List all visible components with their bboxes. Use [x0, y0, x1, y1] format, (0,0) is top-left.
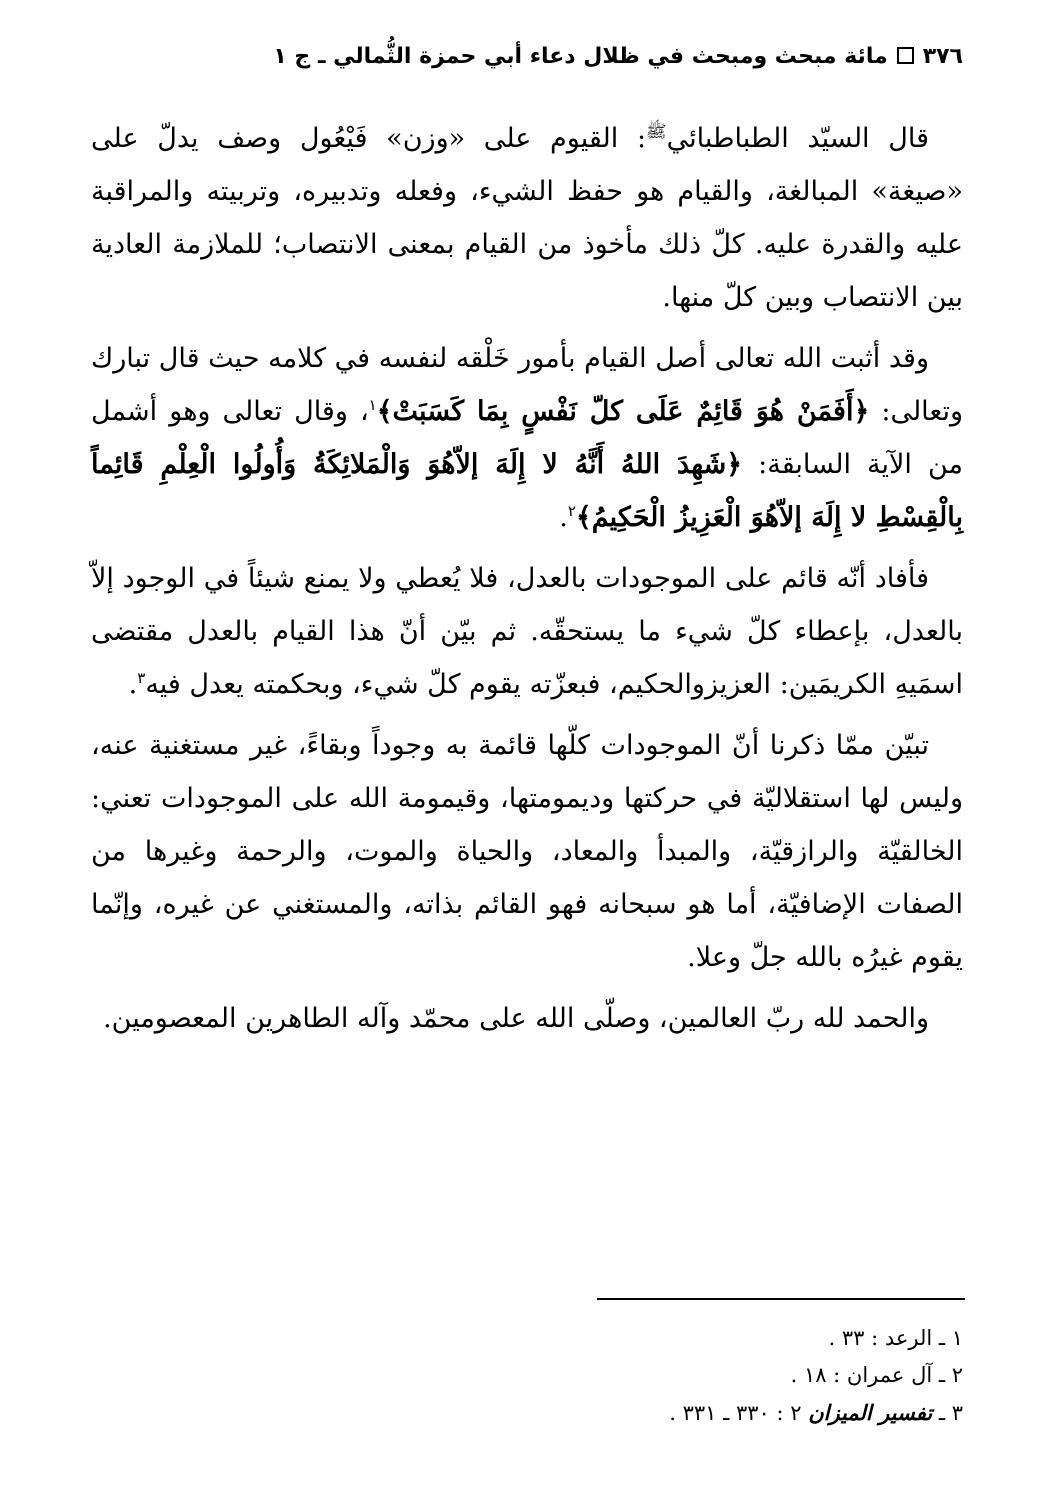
paragraph-2-text-cont: ، وقال تعالى وهو أشمل من الآية السابقة:: [91, 396, 963, 480]
quran-verse-2: ﴿شَهِدَ اللهُ أَنَّهُ لا إِلَهَ إلاّهُوَ وَالْمَلائِكَةُ وَأُولُوا الْعِلْمِ قَائِماً بِالْقِسْطِ لا إِلَهَ إلاّهُوَ الْعَزِيزُ الْحَكِيمُ﴾: [91, 449, 963, 533]
paragraph-1-text-cont: : القيوم على «وزن» فَيْعُول وصف يدلّ على «صيغة» المبالغة، والقيام هو حفظ الشيء، وفعله وتدبيره، وتربيته والمراقبة عليه والقدرة عليه. كلّ ذلك مأخوذ من القيام بمعنى الانتصاب؛ للملازمة العادية بين الانتصاب وبين كلّ منها.: [91, 123, 963, 313]
paragraph-1-text: قال السيّد الطباطبائي: [666, 123, 929, 154]
paragraph-1: [91, 112, 963, 324]
paragraph-2-end: .: [559, 502, 568, 533]
footnotes: [563, 1320, 963, 1432]
footnote-3-number: ٣ ـ: [932, 1401, 963, 1425]
square-bullet-icon: [897, 47, 914, 64]
page-header: [98, 40, 963, 74]
footnote-3: [563, 1394, 963, 1432]
footnote-divider: [597, 1298, 965, 1300]
footnote-2: ٢ ـ آل عمران : ١٨ .: [790, 1363, 963, 1387]
paragraph-3-end: .: [128, 669, 138, 700]
footnote-3-ref: ٢ : ٣٣٠ ـ ٣٣١ .: [669, 1401, 809, 1425]
book-title: مائة مبحث ومبحث في ظلال دعاء أبي حمزة الثُّمالي ـ ج ١: [273, 44, 888, 69]
quran-verse-1: ﴿أَفَمَنْ هُوَ قَائِمٌ عَلَى كلّ نَفْسٍ بِمَا كَسَبَتْ﴾: [376, 396, 870, 427]
footnote-ref-3: ٣: [137, 669, 146, 687]
page-number: ٣٧٦: [922, 44, 963, 69]
paragraph-5: والحمد لله ربّ العالمين، وصلّى الله على محمّد وآله الطاهرين المعصومين.: [103, 1003, 929, 1034]
paragraph-3: [91, 552, 963, 711]
body-text: [91, 112, 963, 1053]
footnote-3-book: تفسير الميزان: [808, 1400, 933, 1425]
footnote-ref-2: ٢: [567, 502, 576, 520]
footnote-ref-1: ١: [368, 396, 377, 414]
paragraph-3-text: فأفاد أنّه قائم على الموجودات بالعدل، فلا يُعطي ولا يمنع شيئاً في الوجود إلاّ بالعدل، بإعطاء كلّ شيء ما يستحقّه. ثم بيّن أنّ هذا القيام بالعدل مقتضى اسمَيهِ الكريمَين: العزيزوالحكيم، فبعزّته يقوم كلّ شيء، وبحكمته يعدل فيه: [91, 563, 963, 700]
honorific-mark: ﷺ: [646, 122, 667, 142]
paragraph-2: [91, 332, 963, 544]
paragraph-4: تبيّن ممّا ذكرنا أنّ الموجودات كلّها قائمة به وجوداً وبقاءً، غير مستغنية عنه، وليس لها استقلاليّة في حركتها وديمومتها، وقيمومة الله على الموجودات تعني: الخالقيّة والرازقيّة، والمبدأ والمعاد، والحياة والموت، والرحمة وغيرها من الصفات الإضافيّة، أما هو سبحانه فهو القائم بذاته، والمستغني عن غيره، وإنّما يقوم غيرُه بالله جلّ وعلا.: [91, 730, 963, 973]
paragraph-2-text: وقد أثبت الله تعالى أصل القيام بأمور خَلْقه لنفسه في كلامه حيث قال تبارك وتعالى:: [91, 343, 963, 427]
footnote-1: ١ ـ الرعد : ٣٣ .: [828, 1326, 963, 1350]
